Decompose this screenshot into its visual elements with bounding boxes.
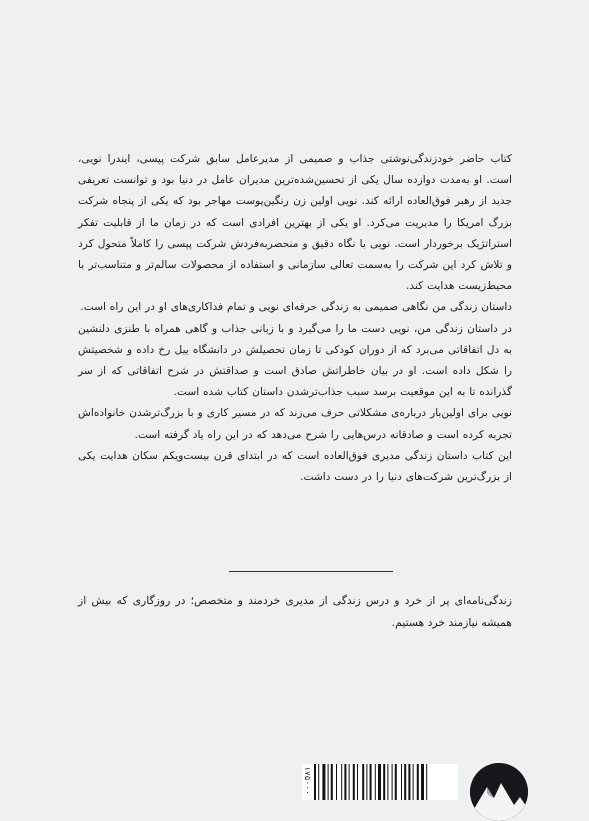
barcode-bar [331,764,333,800]
barcode-bar [341,764,342,800]
barcode-bar [322,764,325,800]
blurb-paragraph: کتاب حاضر خودزندگی‌نوشتی جذاب و صمیمی از مدیرعامل سابق شرکت پپسی، ایندرا نویی، است. او به‌مدت دوازده سال یکی از تحسین‌شده‌ترین مدیران عامل در دنیا بود و توانست تعریفی جدید از رهبر فوق‌العاده ارائه کند. نویی اولین زن رنگین‌پوست مهاجر بود که یکی از پنجاه شرکت بزرگ امریکا را مدیریت می‌کرد. او یکی از بهترین افرادی است که در زمان ما از قابلیت تفکر استراتژیک برخوردار است. نویی با نگاه دقیق و منحصربه‌فردش شرکت پپسی را کاملاً متحول کرد و تلاش کرد این شرکت را به‌سمت تعالی سازمانی و استفاده از محصولات سالم‌تر و متناسب‌تر با محیط‌زیست هدایت کند. [78,153,512,293]
mountain-peaks-icon [470,763,528,821]
barcode-bar [314,764,316,800]
barcode-bar [392,764,393,800]
barcode-bar [344,764,346,800]
barcode-bar [353,764,355,800]
barcode-bar [366,764,367,800]
barcode-bar [408,764,410,800]
barcode-bar [404,764,406,800]
barcode-bar [378,764,381,800]
endorsement-quote: زندگی‌نامه‌ای پر از خرد و درس زندگی از مدیری خردمند و متخصص؛ در روزگاری که بیش از همیشه نیازمند خرد هستیم. [78,594,512,629]
barcode-bar [413,764,414,800]
barcode-bar [328,764,329,800]
blurb-paragraph: نویی برای اولین‌بار درباره‌ی مشکلاتی حرف می‌زند که در مسیر کاری و با بزرگ‌ترشدن خانواده‌اش تجربه کرده است و صادقانه درس‌هایی را شرح می‌دهد که در این راه یاد گرفته است. [78,407,512,441]
barcode-bar [395,764,397,800]
barcode-bars-icon [314,764,458,800]
barcode-bar [387,764,388,800]
barcode-digits: ۱۷۵۰۰۰ [303,766,312,795]
barcode-bar [336,764,337,800]
barcode-bar [370,764,372,800]
blurb-paragraph: داستان زندگی من نگاهی صمیمی به زندگی حرفه‌ای نویی و تمام فداکاری‌های او در این راه است. [80,301,512,314]
barcode-bar [401,764,402,800]
blurb-body [78,149,512,488]
barcode-bar [383,764,385,800]
barcode-bar [362,764,364,800]
barcode-bar [421,764,424,800]
barcode-bar [375,764,376,800]
barcode-bar [417,764,419,800]
section-divider [229,571,393,572]
barcode-bar [318,764,319,800]
barcode-bar [357,764,358,800]
blurb-paragraph: این کتاب داستان زندگی مدیری فوق‌العاده است که در ابتدای قرن بیست‌ویکم سکان هدایت یکی از بزرگ‌ترین شرکت‌های دنیا را در دست داشت. [78,449,512,484]
blurb-paragraph: در داستان زندگی من، نویی دست ما را می‌گیرد و با زبانی جذاب و گاهی همراه با طنزی دلنشین به دل اتفاقاتی می‌برد که از دوران کودکی تا زمان تحصیلش در دانشگاه ییل رخ داده و شخصیتش را شکل داده است. او در بیان خاطراتش صادق است و صداقتش در شرح اتفاقاتی که از سر گذرانده تا به این موقعیت برسد سبب جذاب‌ترشدن داستان کتاب شده است. [78,322,512,399]
publisher-logo [470,763,528,821]
isbn-barcode [302,764,458,800]
barcode-bar [426,764,427,800]
barcode-bar [349,764,350,800]
